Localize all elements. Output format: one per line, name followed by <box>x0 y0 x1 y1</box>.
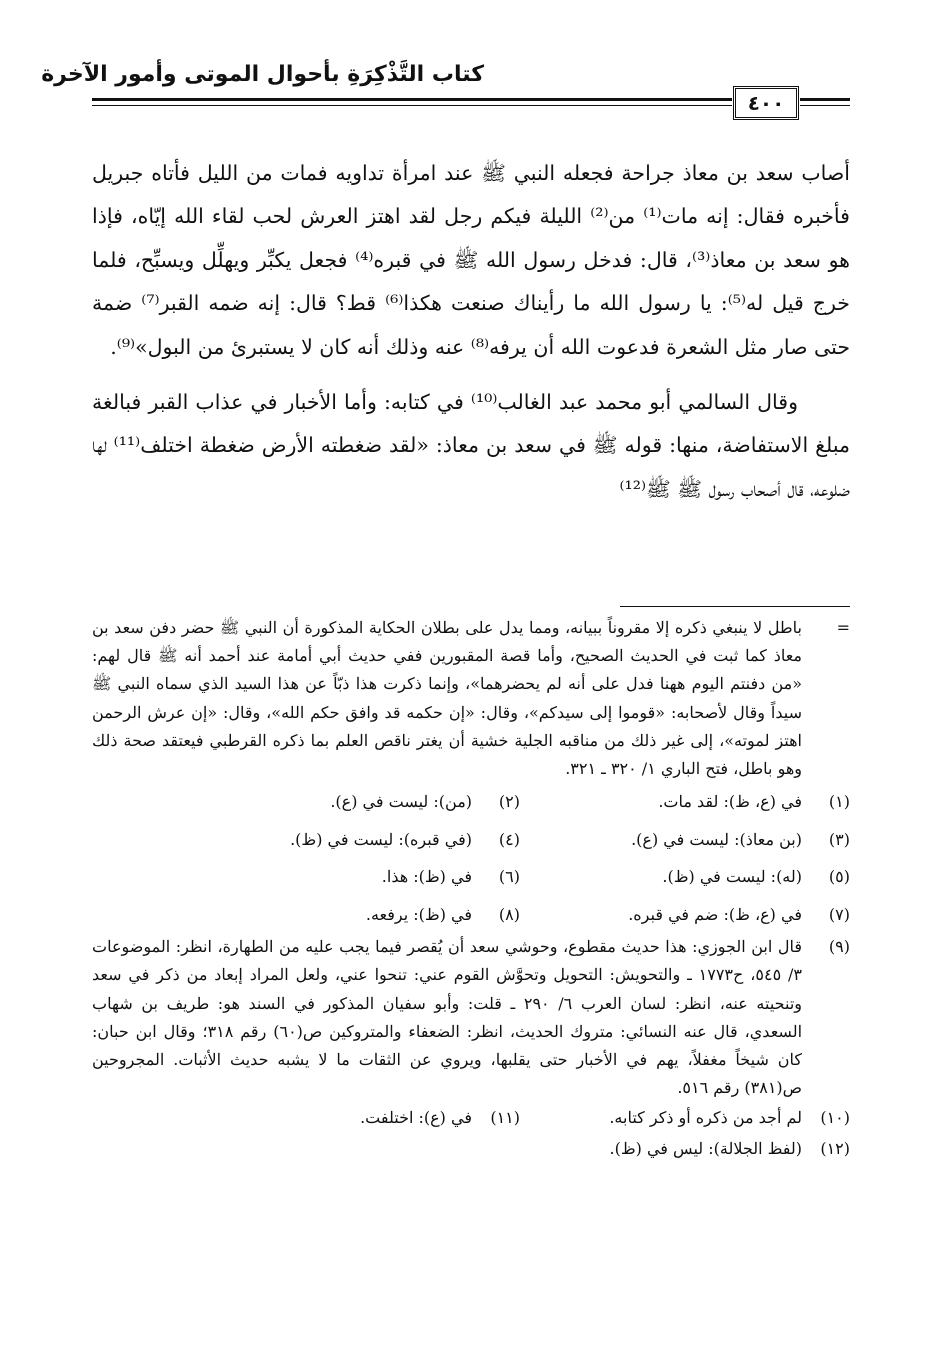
footnote-number: (٤) <box>498 829 520 849</box>
footnote-number: (٧) <box>828 904 850 924</box>
page-number: ٤٠٠ <box>733 86 799 120</box>
footnote-row <box>92 858 850 896</box>
footnote-text: باطل لا ينبغي ذكره إلا مقروناً ببيانه، ومما يدل على بطلان الحكاية المذكورة أن النبي ﷺ حضر دفن سعد بن معاذ كما ثبت في الحديث الصحيح، وأما قصة المقبورين ففي حديث أبي أمامة عند أحمد أنه ﷺ قال لهم: «من دفنتم اليوم ههنا فدل على أنه لم يحضرهما»، وإنما ذكرت هذا ذبّاً عن هذا السيد الذي سماه النبي ﷺ سيداً وقال لأصحابه: «قوموا إلى سيدكم»، وقال: «إن حكمه قد وافق حكم الله»، وقال: «إن عرش الرحمن اهتز لموته»، إلى غير ذلك من مناقبه الجلية خشية أن يغتر ناقص العلم بما ذكره القرطبي فيعتقد صحة ذلك وهو باطل، فتح الباري ١/ ٣٢٠ ـ ٣٢١. <box>92 618 803 779</box>
running-title: كتاب التَّذْكِرَةِ بأحوال الموتى وأمور الآخرة <box>41 62 484 87</box>
footnote-mark: = <box>836 618 850 637</box>
footnote-number: (٩) <box>828 937 850 957</box>
footnote-number: (١٢) <box>820 1139 850 1159</box>
footnote-text: في (ظ): يرفعه. <box>365 904 472 924</box>
footnote-text: (في قبره): ليست في (ظ). <box>290 829 472 849</box>
footnote-text: (من): ليست في (ع). <box>330 792 472 812</box>
footnote-row <box>92 821 850 859</box>
main-text <box>92 152 850 511</box>
footnote-text: (بن معاذ): ليست في (ع). <box>631 829 802 849</box>
footnote-text: في (ع، ظ): لقد مات. <box>658 792 802 812</box>
footnotes <box>92 614 850 1164</box>
paragraph: أصاب سعد بن معاذ جراحة فجعله النبي ﷺ عند امرأة تداويه فمات من الليل فأتاه جبريل فأخبره فقال: إنه مات⁽¹⁾ من⁽²⁾ الليلة فيكم رجل لقد اهتز العرش لحب لقاء الله إيّاه، فإذا هو سعد بن معاذ⁽³⁾، قال: فدخل رسول الله ﷺ في قبره⁽⁴⁾ فجعل يكبِّر ويهلِّل ويسبِّح، فلما خرج قيل له⁽⁵⁾: يا رسول الله ما رأيناك صنعت هكذا⁽⁶⁾ قط؟ قال: إنه ضمه القبر⁽⁷⁾ ضمة حتى صار مثل الشعرة فدعوت الله أن يرفه⁽⁸⁾ عنه وذلك أنه كان لا يستبرئ من البول»⁽⁹⁾. <box>92 161 850 359</box>
footnote-text: لم أجد من ذكره أو ذكر كتابه. <box>609 1108 802 1128</box>
footnote-text: (لفظ الجلالة): ليس في (ظ). <box>609 1139 802 1159</box>
header-rule <box>92 98 732 101</box>
header-rule-right-thin <box>800 105 850 106</box>
footnote-row <box>92 1133 850 1164</box>
footnote-text: في (ع): اختلفت. <box>360 1108 472 1128</box>
footnote-continuation <box>92 614 850 783</box>
footnote-text: (له): ليست في (ظ). <box>662 867 802 887</box>
header-rule-thin <box>92 105 732 106</box>
footnote-text: قال ابن الجوزي: هذا حديث مقطوع، وحوشي سعد أن يُقصر فيما يجب عليه من الطهارة، انظر: الموضوعات ٣/ ٥٤٥، ح١٧٧٣ ـ والتحويش: التحويل وتحوَّش القوم عني: تنحوا عني، ولعل المراد إبعاد من ذكر في سعد وتنحيته عنه، انظر: لسان العرب ٦/ ٢٩٠ ـ قلت: وأبو سفيان المذكور في السند هو: طريف بن شهاب السعدي، قال عنه النسائي: متروك الحديث، انظر: الضعفاء والمتروكين ص(٦٠) رقم ٣١٨؛ وقال ابن حبان: كان شيخاً مغفلاً، يهم في الأخبار حتى يقلبها، ويروي عن الثقات ما لا يشبه حديث الأثبات. المجروحين ص(٣٨١) رقم ٥١٦. <box>92 937 803 1098</box>
footnote-number: (٨) <box>498 904 520 924</box>
footnote-text: في (ع، ظ): ضم في قبره. <box>628 904 802 924</box>
footnote-number: (١٠) <box>820 1108 850 1128</box>
footnote-row <box>92 783 850 821</box>
footnote-number: (٣) <box>828 829 850 849</box>
footnote-number: (٥) <box>828 867 850 887</box>
footnote-number: (١١) <box>490 1108 520 1128</box>
footnote-9 <box>92 933 850 1102</box>
footnote-number: (٦) <box>498 867 520 887</box>
paragraph: وقال السالمي أبو محمد عبد الغالب⁽¹⁰⁾ في كتابه: وأما الأخبار في عذاب القبر فبالغة مبلغ الاستفاضة، منها: قوله ﷺ في سعد بن معاذ: «لقد ضغطته الأرض ضغطة اختلف⁽¹¹⁾ لها ضلوعه، قال أصحاب رسول ﷺ ﷺ⁽¹²⁾ <box>92 390 850 501</box>
footnote-row <box>92 1102 850 1133</box>
footnote-text: في (ظ): هذا. <box>381 867 472 887</box>
header-rule-right <box>800 98 850 101</box>
footnote-separator <box>620 606 850 607</box>
footnote-number: (٢) <box>498 792 520 812</box>
footnote-row <box>92 896 850 934</box>
footnote-number: (١) <box>828 792 850 812</box>
